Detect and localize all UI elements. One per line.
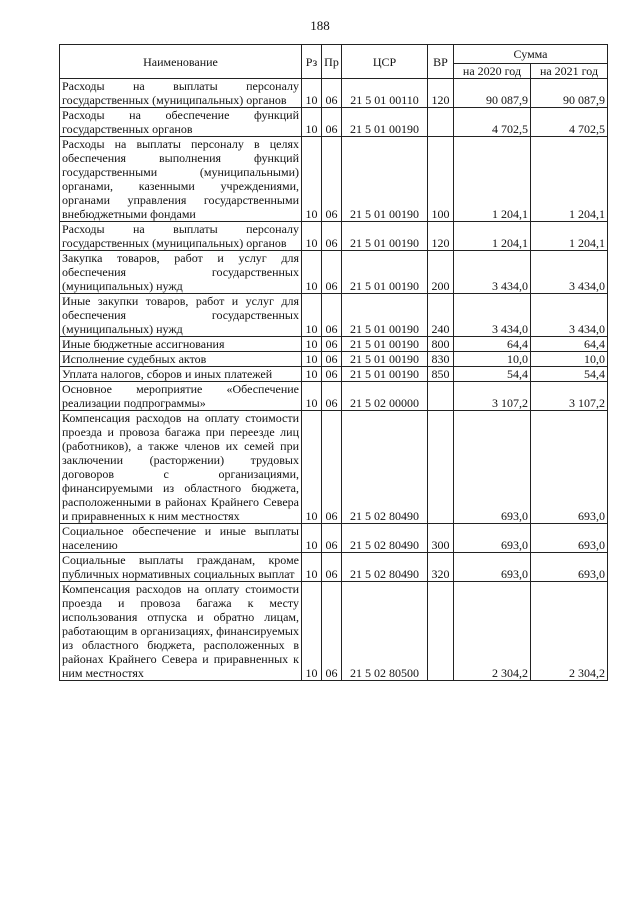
row-rz: 10 (302, 222, 322, 251)
row-vr: 120 (428, 222, 454, 251)
row-pr: 06 (322, 294, 342, 337)
row-name: Исполнение судебных актов (60, 352, 302, 367)
table-row (60, 382, 608, 411)
row-csr: 21 5 01 00190 (342, 137, 428, 222)
row-vr: 850 (428, 367, 454, 382)
row-name: Расходы на выплаты персоналу государственных (муниципальных) органов (60, 222, 302, 251)
row-rz: 10 (302, 411, 322, 524)
row-rz: 10 (302, 524, 322, 553)
row-sum-2021: 693,0 (531, 553, 608, 582)
row-vr (428, 382, 454, 411)
row-rz: 10 (302, 382, 322, 411)
row-sum-2021: 693,0 (531, 411, 608, 524)
row-rz: 10 (302, 251, 322, 294)
row-pr: 06 (322, 553, 342, 582)
row-sum-2021: 1 204,1 (531, 137, 608, 222)
row-sum-2021: 64,4 (531, 337, 608, 352)
row-sum-2020: 54,4 (454, 367, 531, 382)
row-name: Расходы на выплаты персоналу в целях обеспечения выполнения функций государственными (муниципальными) органами, казенными учреждениями, органами управления государственными внебюджетными фондами (60, 137, 302, 222)
row-vr (428, 108, 454, 137)
row-name: Компенсация расходов на оплату стоимости проезда и провоза багажа к месту использования отпуска и обратно лицам, работающим в организациях, финансируемых из областного бюджета, расположенных в районах Крайнего Севера и приравненных к ним местностях (60, 582, 302, 681)
row-csr: 21 5 01 00190 (342, 222, 428, 251)
row-sum-2021: 10,0 (531, 352, 608, 367)
row-pr: 06 (322, 382, 342, 411)
row-csr: 21 5 01 00110 (342, 79, 428, 108)
row-csr: 21 5 01 00190 (342, 367, 428, 382)
row-vr: 120 (428, 79, 454, 108)
row-sum-2020: 4 702,5 (454, 108, 531, 137)
row-name: Основное мероприятие «Обеспечение реализации подпрограммы» (60, 382, 302, 411)
row-name: Закупка товаров, работ и услуг для обеспечения государственных (муниципальных) нужд (60, 251, 302, 294)
row-csr: 21 5 02 80490 (342, 524, 428, 553)
row-sum-2020: 90 087,9 (454, 79, 531, 108)
row-vr: 200 (428, 251, 454, 294)
row-sum-2021: 4 702,5 (531, 108, 608, 137)
row-pr: 06 (322, 411, 342, 524)
row-rz: 10 (302, 137, 322, 222)
budget-table (59, 44, 608, 681)
row-rz: 10 (302, 367, 322, 382)
row-sum-2020: 693,0 (454, 411, 531, 524)
page-number: 188 (310, 18, 330, 33)
row-sum-2021: 54,4 (531, 367, 608, 382)
row-csr: 21 5 01 00190 (342, 294, 428, 337)
row-csr: 21 5 02 80500 (342, 582, 428, 681)
row-pr: 06 (322, 108, 342, 137)
row-name: Уплата налогов, сборов и иных платежей (60, 367, 302, 382)
table-row (60, 352, 608, 367)
row-name: Социальное обеспечение и иные выплаты населению (60, 524, 302, 553)
row-sum-2020: 3 434,0 (454, 294, 531, 337)
row-pr: 06 (322, 352, 342, 367)
row-name: Расходы на выплаты персоналу государственных (муниципальных) органов (60, 79, 302, 108)
row-name: Иные бюджетные ассигнования (60, 337, 302, 352)
table-row (60, 108, 608, 137)
row-pr: 06 (322, 337, 342, 352)
row-pr: 06 (322, 524, 342, 553)
row-sum-2021: 1 204,1 (531, 222, 608, 251)
header-vr: ВР (428, 45, 454, 79)
row-sum-2020: 64,4 (454, 337, 531, 352)
row-vr: 300 (428, 524, 454, 553)
row-pr: 06 (322, 137, 342, 222)
row-sum-2021: 3 434,0 (531, 294, 608, 337)
table-row (60, 79, 608, 108)
row-sum-2021: 3 107,2 (531, 382, 608, 411)
table-row (60, 137, 608, 222)
row-sum-2020: 1 204,1 (454, 137, 531, 222)
row-rz: 10 (302, 79, 322, 108)
row-csr: 21 5 01 00190 (342, 251, 428, 294)
row-pr: 06 (322, 222, 342, 251)
header-sum: Сумма (454, 45, 608, 64)
row-sum-2021: 2 304,2 (531, 582, 608, 681)
row-csr: 21 5 01 00190 (342, 352, 428, 367)
row-name: Социальные выплаты гражданам, кроме публичных нормативных социальных выплат (60, 553, 302, 582)
row-rz: 10 (302, 337, 322, 352)
row-rz: 10 (302, 553, 322, 582)
row-pr: 06 (322, 251, 342, 294)
table-row (60, 294, 608, 337)
row-csr: 21 5 02 00000 (342, 382, 428, 411)
row-pr: 06 (322, 367, 342, 382)
row-vr: 800 (428, 337, 454, 352)
row-rz: 10 (302, 582, 322, 681)
row-name: Иные закупки товаров, работ и услуг для обеспечения государственных (муниципальных) нужд (60, 294, 302, 337)
row-name: Расходы на обеспечение функций государственных органов (60, 108, 302, 137)
row-sum-2020: 10,0 (454, 352, 531, 367)
row-name: Компенсация расходов на оплату стоимости проезда и провоза багажа при переезде лиц (работников), а также членов их семей при заключении (расторжении) трудовых договоров с организациями, финансируемыми из областного бюджета, расположенными в районах Крайнего Севера и приравненных к ним местностях (60, 411, 302, 524)
row-sum-2020: 2 304,2 (454, 582, 531, 681)
row-vr (428, 411, 454, 524)
row-sum-2020: 3 107,2 (454, 382, 531, 411)
table-row (60, 251, 608, 294)
header-rz: Рз (302, 45, 322, 79)
header-csr: ЦСР (342, 45, 428, 79)
row-csr: 21 5 01 00190 (342, 108, 428, 137)
row-sum-2021: 3 434,0 (531, 251, 608, 294)
header-pr: Пр (322, 45, 342, 79)
row-sum-2020: 1 204,1 (454, 222, 531, 251)
table-row (60, 411, 608, 524)
header-year-2021: на 2021 год (531, 64, 608, 79)
row-vr: 830 (428, 352, 454, 367)
row-csr: 21 5 02 80490 (342, 553, 428, 582)
row-sum-2020: 693,0 (454, 524, 531, 553)
table-row (60, 524, 608, 553)
row-vr: 100 (428, 137, 454, 222)
header-name: Наименование (60, 45, 302, 79)
row-sum-2020: 693,0 (454, 553, 531, 582)
table-row (60, 367, 608, 382)
row-sum-2021: 693,0 (531, 524, 608, 553)
table-row (60, 553, 608, 582)
row-pr: 06 (322, 582, 342, 681)
row-sum-2021: 90 087,9 (531, 79, 608, 108)
table-row (60, 337, 608, 352)
row-vr (428, 582, 454, 681)
table-row (60, 222, 608, 251)
row-vr: 240 (428, 294, 454, 337)
row-rz: 10 (302, 352, 322, 367)
row-rz: 10 (302, 294, 322, 337)
row-sum-2020: 3 434,0 (454, 251, 531, 294)
row-pr: 06 (322, 79, 342, 108)
header-year-2020: на 2020 год (454, 64, 531, 79)
row-csr: 21 5 02 80490 (342, 411, 428, 524)
row-csr: 21 5 01 00190 (342, 337, 428, 352)
row-rz: 10 (302, 108, 322, 137)
row-vr: 320 (428, 553, 454, 582)
table-row (60, 582, 608, 681)
